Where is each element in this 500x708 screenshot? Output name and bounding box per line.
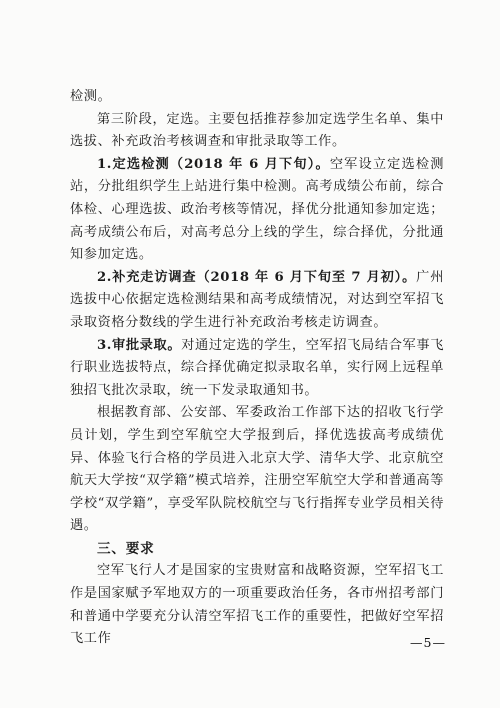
- section-heading-requirements: 三、要求: [97, 540, 155, 557]
- section-body-selection-test: 空军设立定选检测站，分批组织学生上站进行集中检测。高考成绩公布前，综合体检、心理选拔、政治考核等情况，择优分批通知参加定选；高考成绩公布后，对高考总分上线的学生，综合择优，分批通知参加定选。: [70, 156, 444, 263]
- page-number: —5—: [410, 635, 446, 650]
- section-title-follow-up: 2.补充走访调查（2018 年 6 月下旬至 7 月初）。: [97, 269, 417, 285]
- paragraph-follow-up-investigation: [70, 267, 444, 335]
- section-body-approval: 对通过定选的学生，空军招飞局结合军事飞行职业选拔特点，综合择优确定拟录取名单，实行网上远程单独招飞批次录取，统一下发录取通知书。: [70, 337, 444, 398]
- paragraph-continuation: 检测。: [70, 89, 112, 104]
- paragraph-approval-admission: [70, 335, 444, 403]
- section-title-approval: 3.审批录取。: [97, 337, 182, 353]
- paragraph-stage-three: 第三阶段，定选。主要包括推荐参加定选学生名单、集中选拔、补充政治考核调查和审批录取等工作。: [70, 111, 444, 150]
- paragraph-requirements: 空军飞行人才是国家的宝贵财富和战略资源，空军招飞工作是国家赋予军地双方的一项重要政治任务，各市州招考部门和普通中学要充分认清空军招飞工作的重要性，把做好空军招飞工作: [70, 563, 444, 647]
- section-title-selection-test: 1.定选检测（2018 年 6 月下旬）。: [97, 156, 330, 172]
- paragraph-dual-registration: 根据教育部、公安部、军委政治工作部下达的招收飞行学员计划，学生到空军航空大学报到后，择优选拔高考成绩优异、体验飞行合格的学员进入北京大学、清华大学、北京航空航天大学按“双学籍”模式培养，注册空军航空大学和普通高等学校“双学籍”，享受军队院校航空与飞行指挥专业学员相关待遇。: [70, 405, 444, 534]
- paragraph-selection-test: [70, 154, 444, 267]
- section-body-follow-up: 广州选拔中心依据定选检测结果和高考成绩情况，对达到空军招飞录取资格分数线的学生进行补充政治考核走访调查。: [70, 269, 445, 330]
